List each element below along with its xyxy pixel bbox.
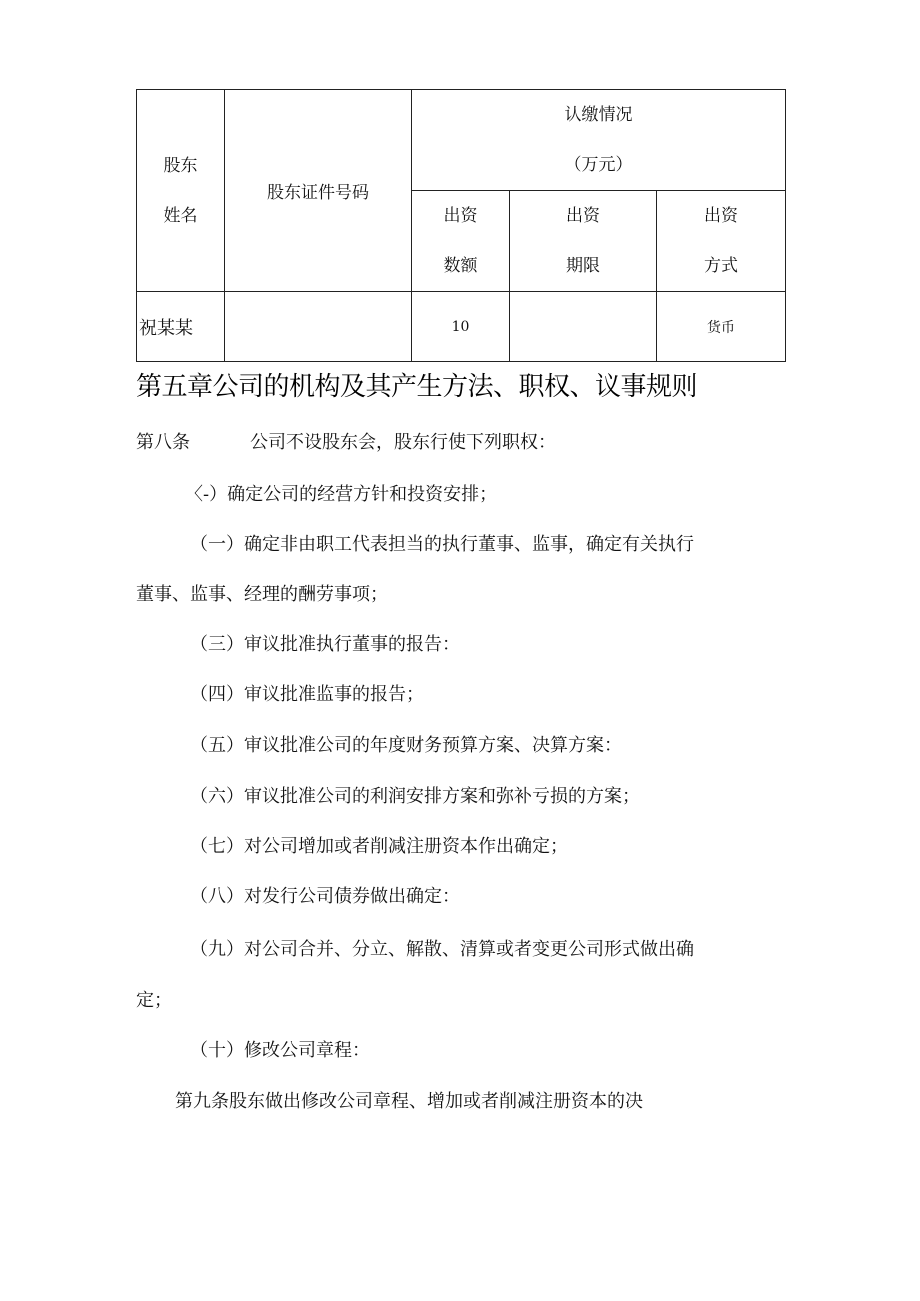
list-item: （八）对发行公司债券做出确定： <box>190 886 460 907</box>
header-id-number: 股东证件号码 <box>225 90 412 292</box>
header-subscription-line1: 认缴情况 <box>564 105 633 125</box>
list-item: （四）审议批准监事的报告； <box>190 684 424 705</box>
header-subscription <box>412 90 786 191</box>
row-amount: 10 <box>412 292 510 362</box>
list-item: 定； <box>136 990 172 1011</box>
article-9-text: 第九条股东做出修改公司章程、增加或者削减注册资本的决 <box>175 1091 643 1112</box>
header-contribution-method <box>657 191 786 292</box>
method-line2: 方式 <box>704 256 738 276</box>
row-id <box>225 292 412 362</box>
list-item: 董事、监事、经理的酬劳事项； <box>136 584 388 605</box>
header-contribution-term <box>510 191 657 292</box>
amount-line2: 数额 <box>443 256 478 276</box>
method-line1: 出资 <box>704 206 738 226</box>
list-item: （五）审议批准公司的年度财务预算方案、决算方案： <box>190 735 622 756</box>
list-item: （七）对公司增加或者削减注册资本作出确定； <box>190 836 568 857</box>
row-method: 货币 <box>657 292 786 362</box>
article-8-text: 公司不设股东会，股东行使下列职权： <box>250 432 556 453</box>
chapter-title: 第五章公司的机构及其产生方法、职权、议事规则 <box>136 372 698 402</box>
header-contribution-amount <box>412 191 510 292</box>
term-line2: 期限 <box>566 256 600 276</box>
term-line1: 出资 <box>566 206 600 226</box>
list-item: （六）审议批准公司的利润安排方案和弥补亏损的方案； <box>190 786 640 807</box>
header-shareholder-name <box>137 90 225 292</box>
list-item: （三）审议批准执行董事的报告： <box>190 634 460 655</box>
table-row <box>137 292 786 362</box>
row-term <box>510 292 657 362</box>
header-name-line1: 股东 <box>163 155 198 176</box>
header-subscription-line2: （万元） <box>564 155 633 175</box>
row-name: 祝某某 <box>137 292 225 362</box>
list-item: （一）确定非由职工代表担当的执行董事、监事，确定有关执行 <box>190 534 694 555</box>
list-item: （十）修改公司章程： <box>190 1040 370 1061</box>
article-8-label: 第八条 <box>136 432 190 453</box>
amount-line1: 出资 <box>443 206 478 226</box>
list-item: （九）对公司合并、分立、解散、清算或者变更公司形式做出确 <box>190 939 694 960</box>
list-item: 〈-）确定公司的经营方针和投资安排； <box>185 484 498 505</box>
header-name-line2: 姓名 <box>163 205 198 226</box>
shareholder-table <box>136 89 786 362</box>
